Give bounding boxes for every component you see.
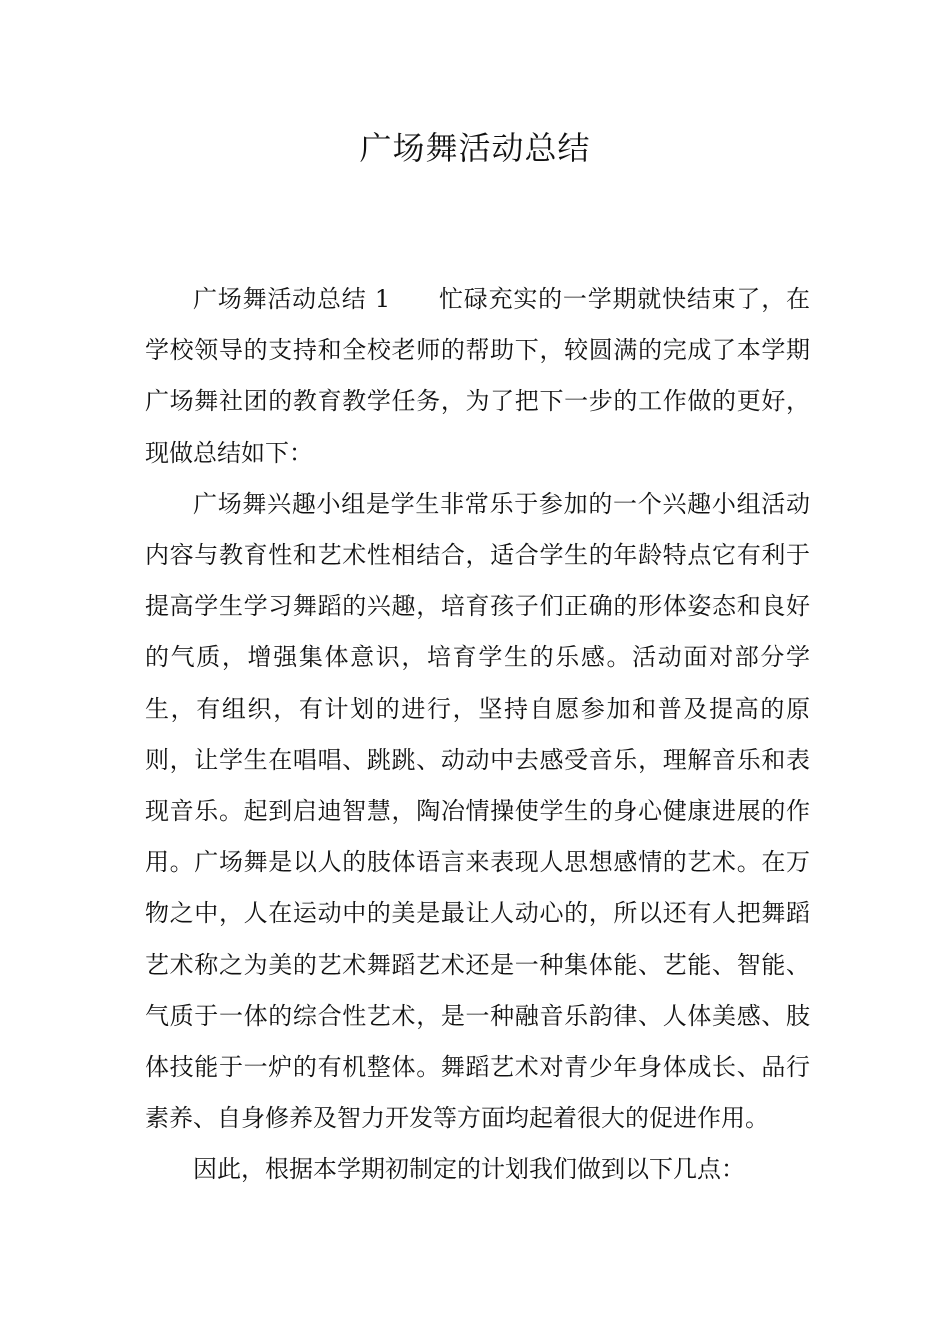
paragraph-3: 因此，根据本学期初制定的计划我们做到以下几点： [193, 1155, 745, 1184]
document-title: 广场舞活动总结 [359, 129, 591, 167]
paragraph-text: 忙碌充实的一学期就快结束了，在学校领导的支持和全校老师的帮助下，较圆满的完成了本学期广场舞社团的教育教学任务，为了把下一步的工作做的更好，现做总结如下： [145, 285, 811, 467]
document-body [145, 274, 810, 1196]
paragraph-1 [145, 274, 810, 479]
paragraph-2: 广场舞兴趣小组是学生非常乐于参加的一个兴趣小组活动内容与教育性和艺术性相结合，适合学生的年龄特点它有利于提高学生学习舞蹈的兴趣，培育孩子们正确的形体姿态和良好的气质，增强集体意识，培育学生的乐感。活动面对部分学生，有组织，有计划的进行，坚持自愿参加和普及提高的原则，让学生在唱唱、跳跳、动动中去感受音乐，理解音乐和表现音乐。起到启迪智慧，陶冶情操使学生的身心健康进展的作用。广场舞是以人的肢体语言来表现人思想感情的艺术。在万物之中，人在运动中的美是最让人动心的，所以还有人把舞蹈艺术称之为美的艺术舞蹈艺术还是一种集体能、艺能、智能、气质于一体的综合性艺术，是一种融音乐韵律、人体美感、肢体技能于一炉的有机整体。舞蹈艺术对青少年身体成长、品行素养、自身修养及智力开发等方面均起着很大的促进作用。 [145, 489, 810, 1133]
section-heading: 广场舞活动总结 1 [193, 285, 391, 313]
